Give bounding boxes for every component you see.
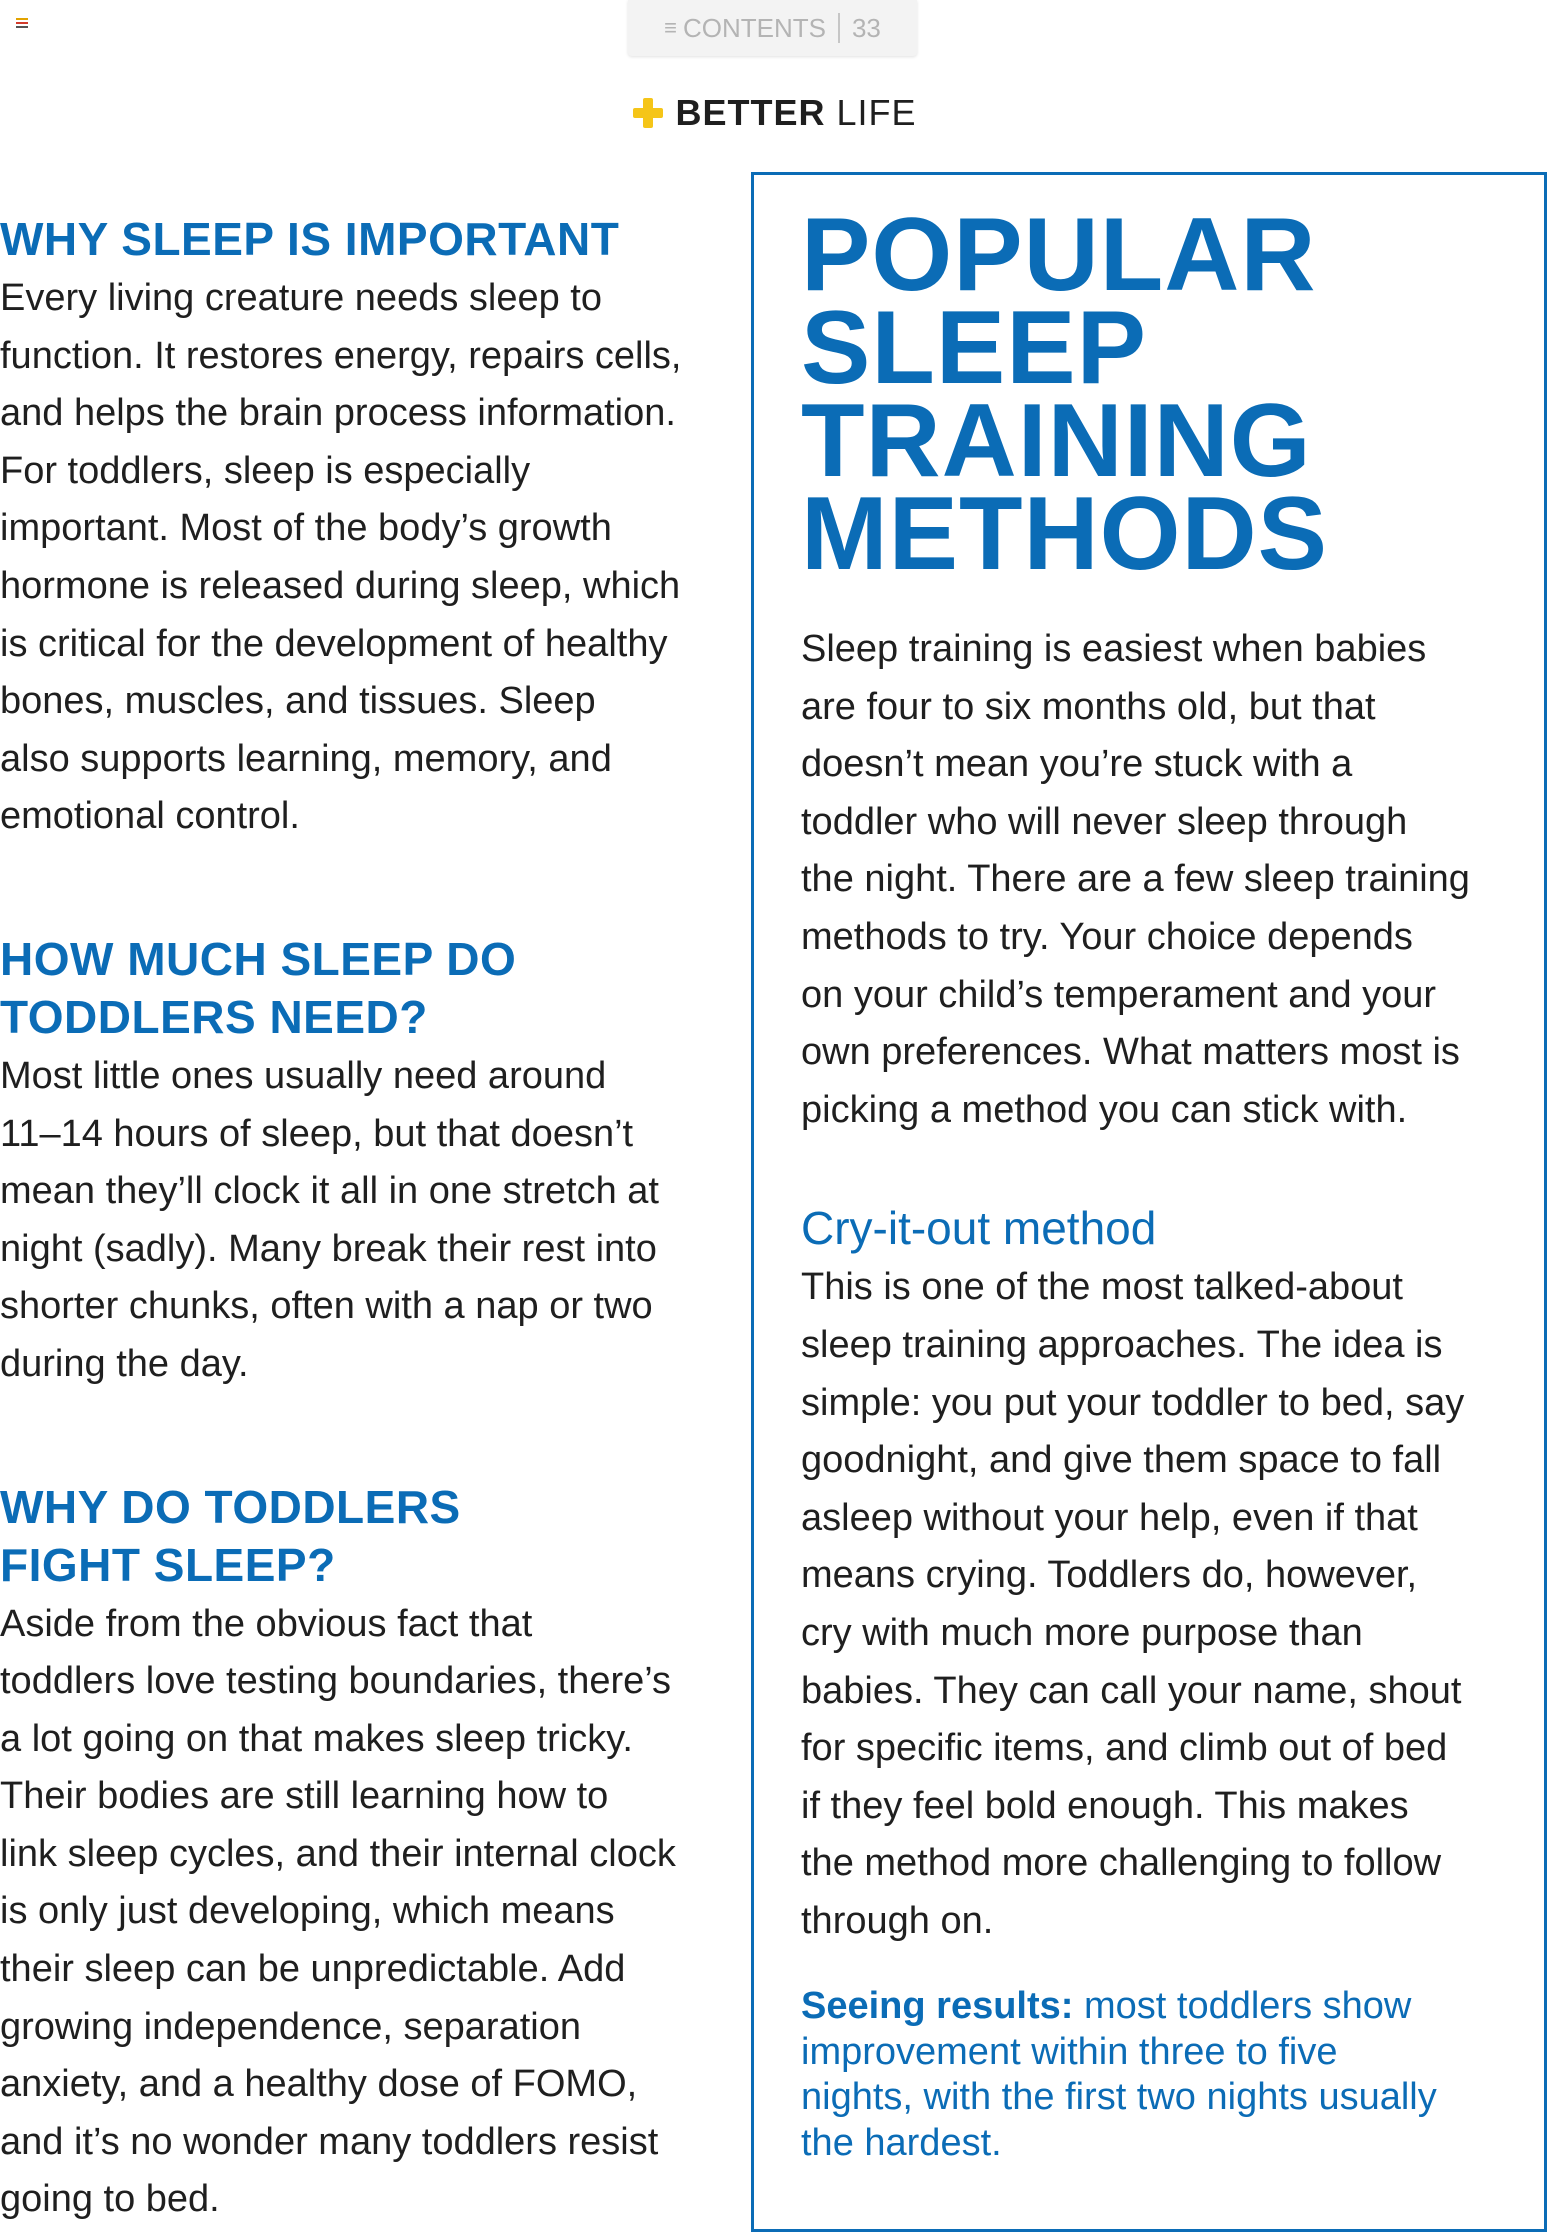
section-body: Every living creature needs sleep to function. It restores energy, repairs cells, and helps the brain process information. For toddlers, sleep is especially important. Most of the body’s growth hormone is released during sleep, which is critical for the development of healthy bones, muscles, and tissues. Sleep also supports learning, memory, and emotional control. xyxy=(0,277,682,838)
separator xyxy=(838,13,840,43)
brand-logo xyxy=(0,92,1550,134)
page-number: 33 xyxy=(851,12,881,43)
section-heading: HOW MUCH SLEEP DO TODDLERS NEED? xyxy=(0,932,517,1043)
section-body: Aside from the obvious fact that toddlers love testing boundaries, there’s a lot going on that makes sleep tricky. Their bodies are still learning how to link sleep cycles, and their internal clock is only just developing, which means their sleep can be unpredictable. Add growing independence, separation anxiety, and a healthy dose of FOMO, and it’s no wonder many toddlers resist going to bed. xyxy=(0,1602,676,2221)
brand-word-bold: BETTER xyxy=(675,92,826,133)
section-heading: WHY DO TODDLERS FIGHT SLEEP? xyxy=(0,1480,461,1591)
left-column xyxy=(0,210,720,2229)
method-heading: Cry-it-out method xyxy=(801,1202,1157,1255)
menu-icon[interactable] xyxy=(16,18,28,30)
section-why-sleep-important xyxy=(0,210,720,846)
section-how-much-sleep xyxy=(0,930,720,1394)
contents-label: CONTENTS xyxy=(682,12,826,43)
section-fight-sleep xyxy=(0,1478,720,2230)
box-title: POPULAR SLEEP TRAINING METHODS xyxy=(801,197,1328,592)
plus-icon xyxy=(633,98,663,128)
section-body: Most little ones usually need around 11–14 hours of sleep, but that doesn’t mean they’ll clock it all in one stretch at night (sadly). Many break their rest into shorter chunks, often with a nap or two during the day. xyxy=(0,1054,659,1385)
list-icon: ≡ xyxy=(664,15,677,40)
results-note xyxy=(801,1984,1521,2166)
brand-word-light: LIFE xyxy=(836,92,917,133)
sidebar-content xyxy=(801,197,1521,2166)
box-intro: Sleep training is easiest when babies are four to six months old, but that doesn’t mean you’re stuck with a toddler who will never sleep through the night. There are a few sleep training methods to try. Your choice depends on your child’s temperament and your own preferences. What matters most is picking a method you can stick with. xyxy=(801,628,1470,1131)
sidebar-box xyxy=(751,172,1547,2232)
results-lead: Seeing results: xyxy=(801,1985,1074,2028)
contents-button[interactable] xyxy=(628,0,917,56)
method-body: This is one of the most talked-about sleep training approaches. The idea is simple: you put your toddler to bed, say goodnight, and give them space to fall asleep without your help, even if that means crying. Toddlers do, however, cry with much more purpose than babies. They can call your name, shout for specific items, and climb out of bed if they feel bold enough. This makes the method more challenging to follow through on. xyxy=(801,1266,1465,1942)
section-heading: WHY SLEEP IS IMPORTANT xyxy=(0,213,620,265)
results-text: most toddlers show improvement within three to five nights, with the first two nights usually the hardest. xyxy=(801,1985,1437,2164)
